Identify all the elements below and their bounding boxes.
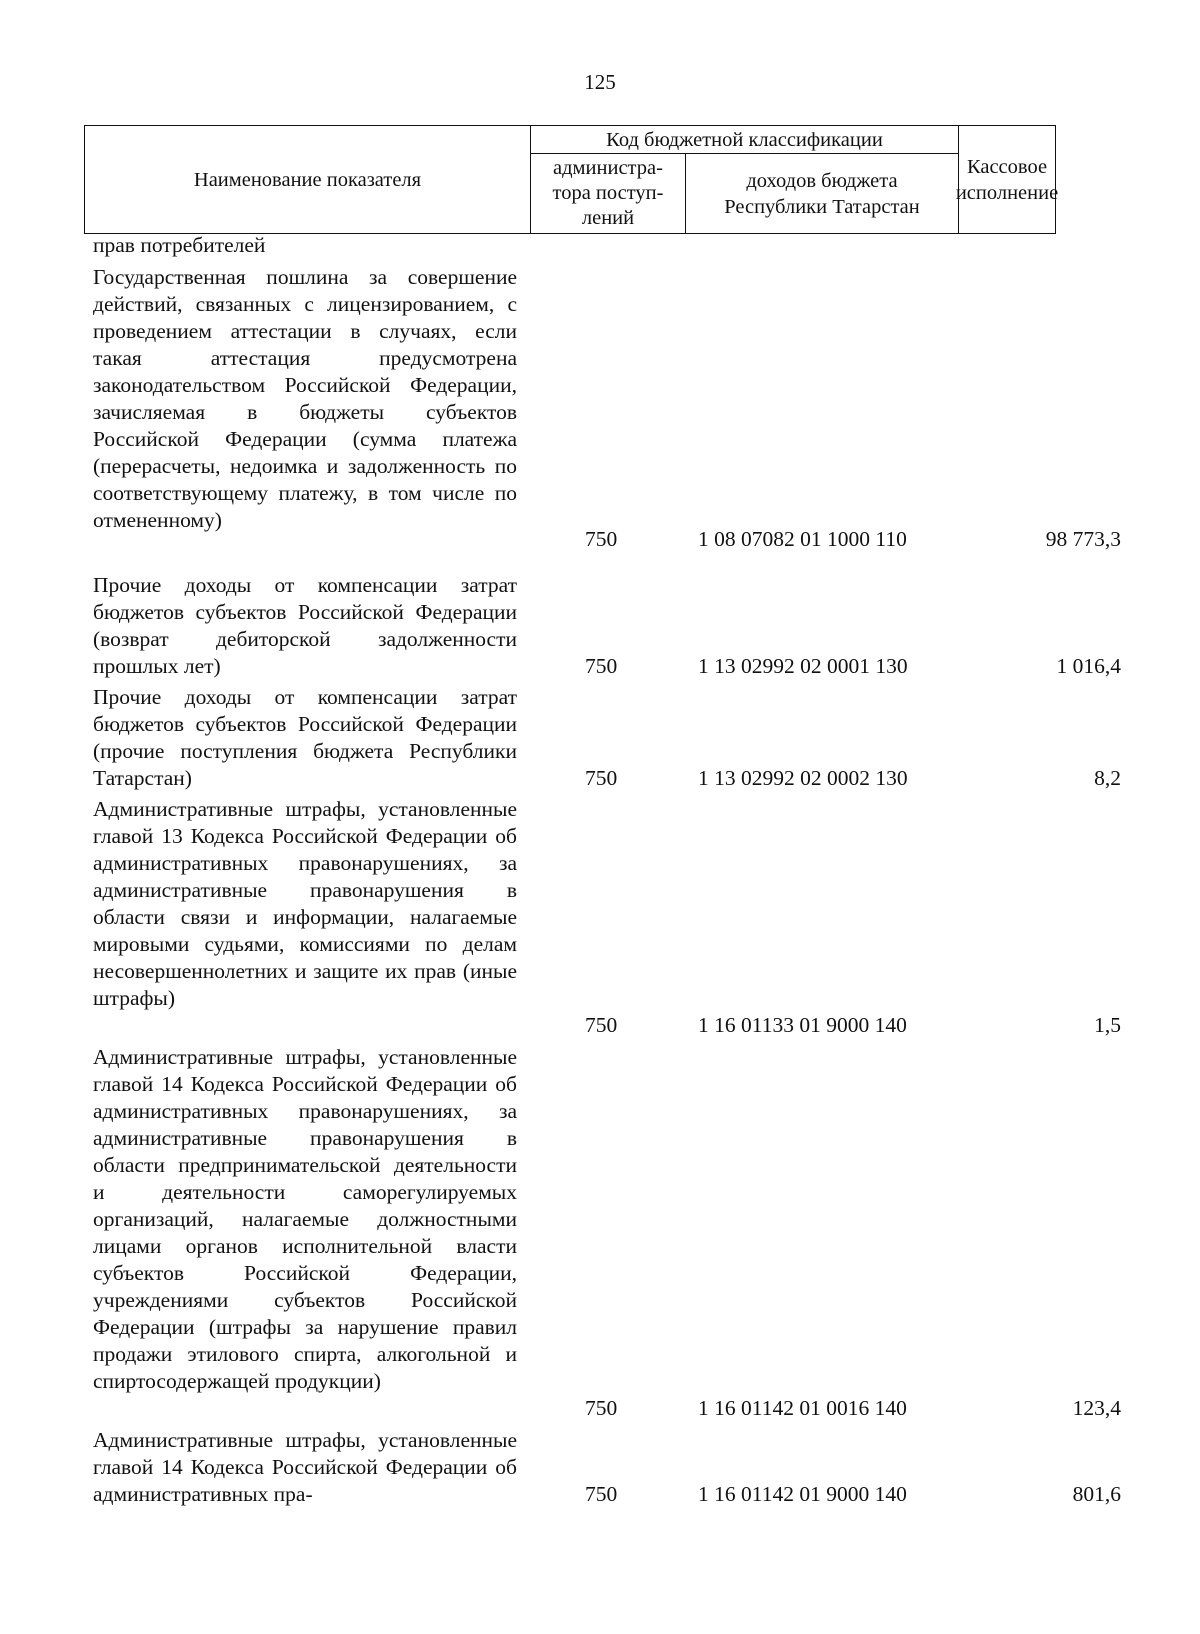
- row-cash-value: 1 016,4: [1056, 654, 1121, 678]
- header-income-line: Республики Татарстан: [724, 195, 920, 218]
- header-cash-execution: [955, 126, 1059, 233]
- row-income-code: 1 16 01142 01 9000 140: [698, 1482, 907, 1506]
- row-administrator-code: 750: [585, 527, 618, 551]
- row-administrator-code: 750: [585, 654, 618, 678]
- row-income-code: 1 16 01142 01 0016 140: [698, 1396, 907, 1420]
- row-indicator-name: Административные штрафы, установленные главой 14 Кодекса Российской Федерации об административных правонарушениях, за административные правонарушения в области предпринимательской деятельности и деятельности саморегулируемых организаций, налагаемые должностными лицами органов исполнительной власти субъектов Российской Федерации, учреждениями субъектов Российской Федерации (штрафы за нарушение правил продажи этилового спирта, алкогольной и спиртосодержащей продукции): [93, 1045, 517, 1393]
- row-administrator-code: 750: [585, 1396, 618, 1420]
- header-indicator-name: Наименование показателя: [85, 126, 531, 233]
- row-indicator-name: Административные штрафы, установленные главой 14 Кодекса Российской Федерации об административных пра-: [93, 1428, 517, 1506]
- header-cash-line: исполнение: [955, 181, 1059, 204]
- row-administrator-code: 750: [585, 1482, 618, 1506]
- row-indicator-name: Прочие доходы от компенсации затрат бюджетов субъектов Российской Федерации (возврат дебиторской задолженности прошлых лет): [93, 573, 517, 678]
- header-income-code: [686, 154, 959, 233]
- row-cash-value: 123,4: [1072, 1396, 1121, 1420]
- row-income-code: 1 13 02992 02 0001 130: [698, 654, 908, 678]
- header-classification-code: Код бюджетной классификации: [531, 126, 959, 154]
- row-cash-value: 801,6: [1072, 1482, 1121, 1506]
- row-cash-value: 1,5: [1094, 1013, 1121, 1037]
- row-income-code: 1 08 07082 01 1000 110: [698, 527, 907, 551]
- row-indicator-name: Государственная пошлина за совершение действий, связанных с лицензированием, с проведением аттестации в случаях, если такая аттестация предусмотрена законодательством Российской Федерации, зачисляемая в бюджеты субъектов Российской Федерации (сумма платежа (перерасчеты, недоимка и задолженность по соответствующему платежу, в том числе по отмененному): [93, 265, 517, 532]
- row-administrator-code: 750: [585, 1013, 618, 1037]
- header-cash-line: Кассовое: [966, 155, 1048, 178]
- row-administrator-code: 750: [585, 766, 618, 790]
- row-indicator-name: Административные штрафы, установленные главой 13 Кодекса Российской Федерации об административных правонарушениях, за административные правонарушения в области связи и информации, налагаемые мировыми судьями, комиссиями по делам несовершеннолетних и защите их прав (иные штрафы): [93, 797, 517, 1010]
- row-income-code: 1 13 02992 02 0002 130: [698, 766, 908, 790]
- row-cash-value: 98 773,3: [1045, 527, 1121, 551]
- header-administrator: [531, 154, 686, 233]
- header-income-line: доходов бюджета: [746, 169, 898, 192]
- page-number: 125: [584, 70, 616, 94]
- table-header: [84, 125, 1059, 234]
- row-income-code: 1 16 01133 01 9000 140: [698, 1013, 907, 1037]
- header-administrator-line: тора поступ-: [552, 182, 664, 204]
- row-indicator-name: прав потребителей: [93, 233, 266, 257]
- row-indicator-name: Прочие доходы от компенсации затрат бюджетов субъектов Российской Федерации (прочие поступления бюджета Республики Татарстан): [93, 685, 517, 790]
- row-cash-value: 8,2: [1094, 766, 1121, 790]
- header-administrator-line: лений: [581, 207, 635, 229]
- header-administrator-line: администра-: [553, 157, 663, 179]
